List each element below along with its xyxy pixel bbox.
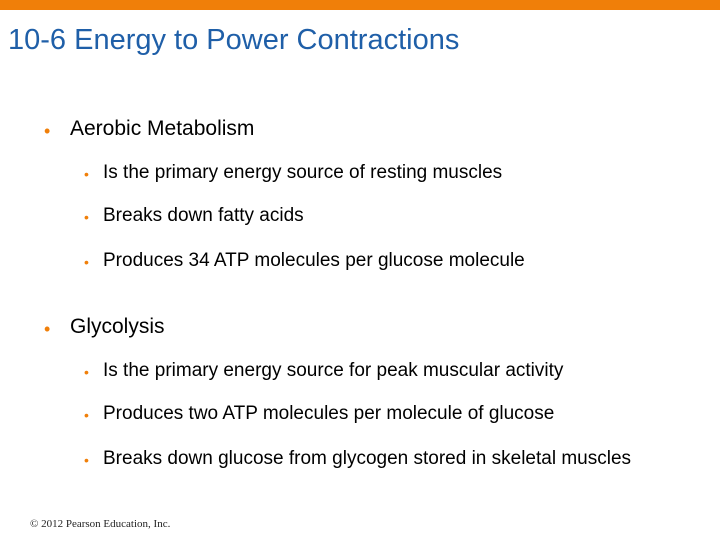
sub-bullet-text: Produces two ATP molecules per molecule of glucose: [103, 403, 555, 424]
slide-title: 10-6 Energy to Power Contractions: [8, 24, 460, 56]
bullet-icon: •: [84, 254, 89, 270]
bullet-icon: •: [44, 319, 51, 339]
heading-text: Aerobic Metabolism: [70, 117, 255, 140]
sub-bullet-text: Breaks down glucose from glycogen stored in skeletal muscles: [103, 448, 632, 469]
heading-text: Glycolysis: [70, 315, 165, 338]
sub-bullet-text: Is the primary energy source of resting muscles: [103, 162, 503, 183]
copyright-footer: © 2012 Pearson Education, Inc.: [30, 518, 171, 530]
title-area: [0, 10, 720, 58]
bullet-icon: •: [84, 166, 89, 182]
bullet-icon: •: [84, 364, 89, 380]
sub-bullet-text: Is the primary energy source for peak muscular activity: [103, 360, 564, 381]
bullet-icon: •: [84, 209, 89, 225]
bullet-icon: •: [44, 121, 51, 141]
bullet-icon: •: [84, 452, 89, 468]
accent-bar: [0, 0, 720, 10]
sub-bullet-text: Breaks down fatty acids: [103, 205, 304, 226]
sub-bullet-text: Produces 34 ATP molecules per glucose molecule: [103, 250, 525, 271]
bullet-icon: •: [84, 407, 89, 423]
